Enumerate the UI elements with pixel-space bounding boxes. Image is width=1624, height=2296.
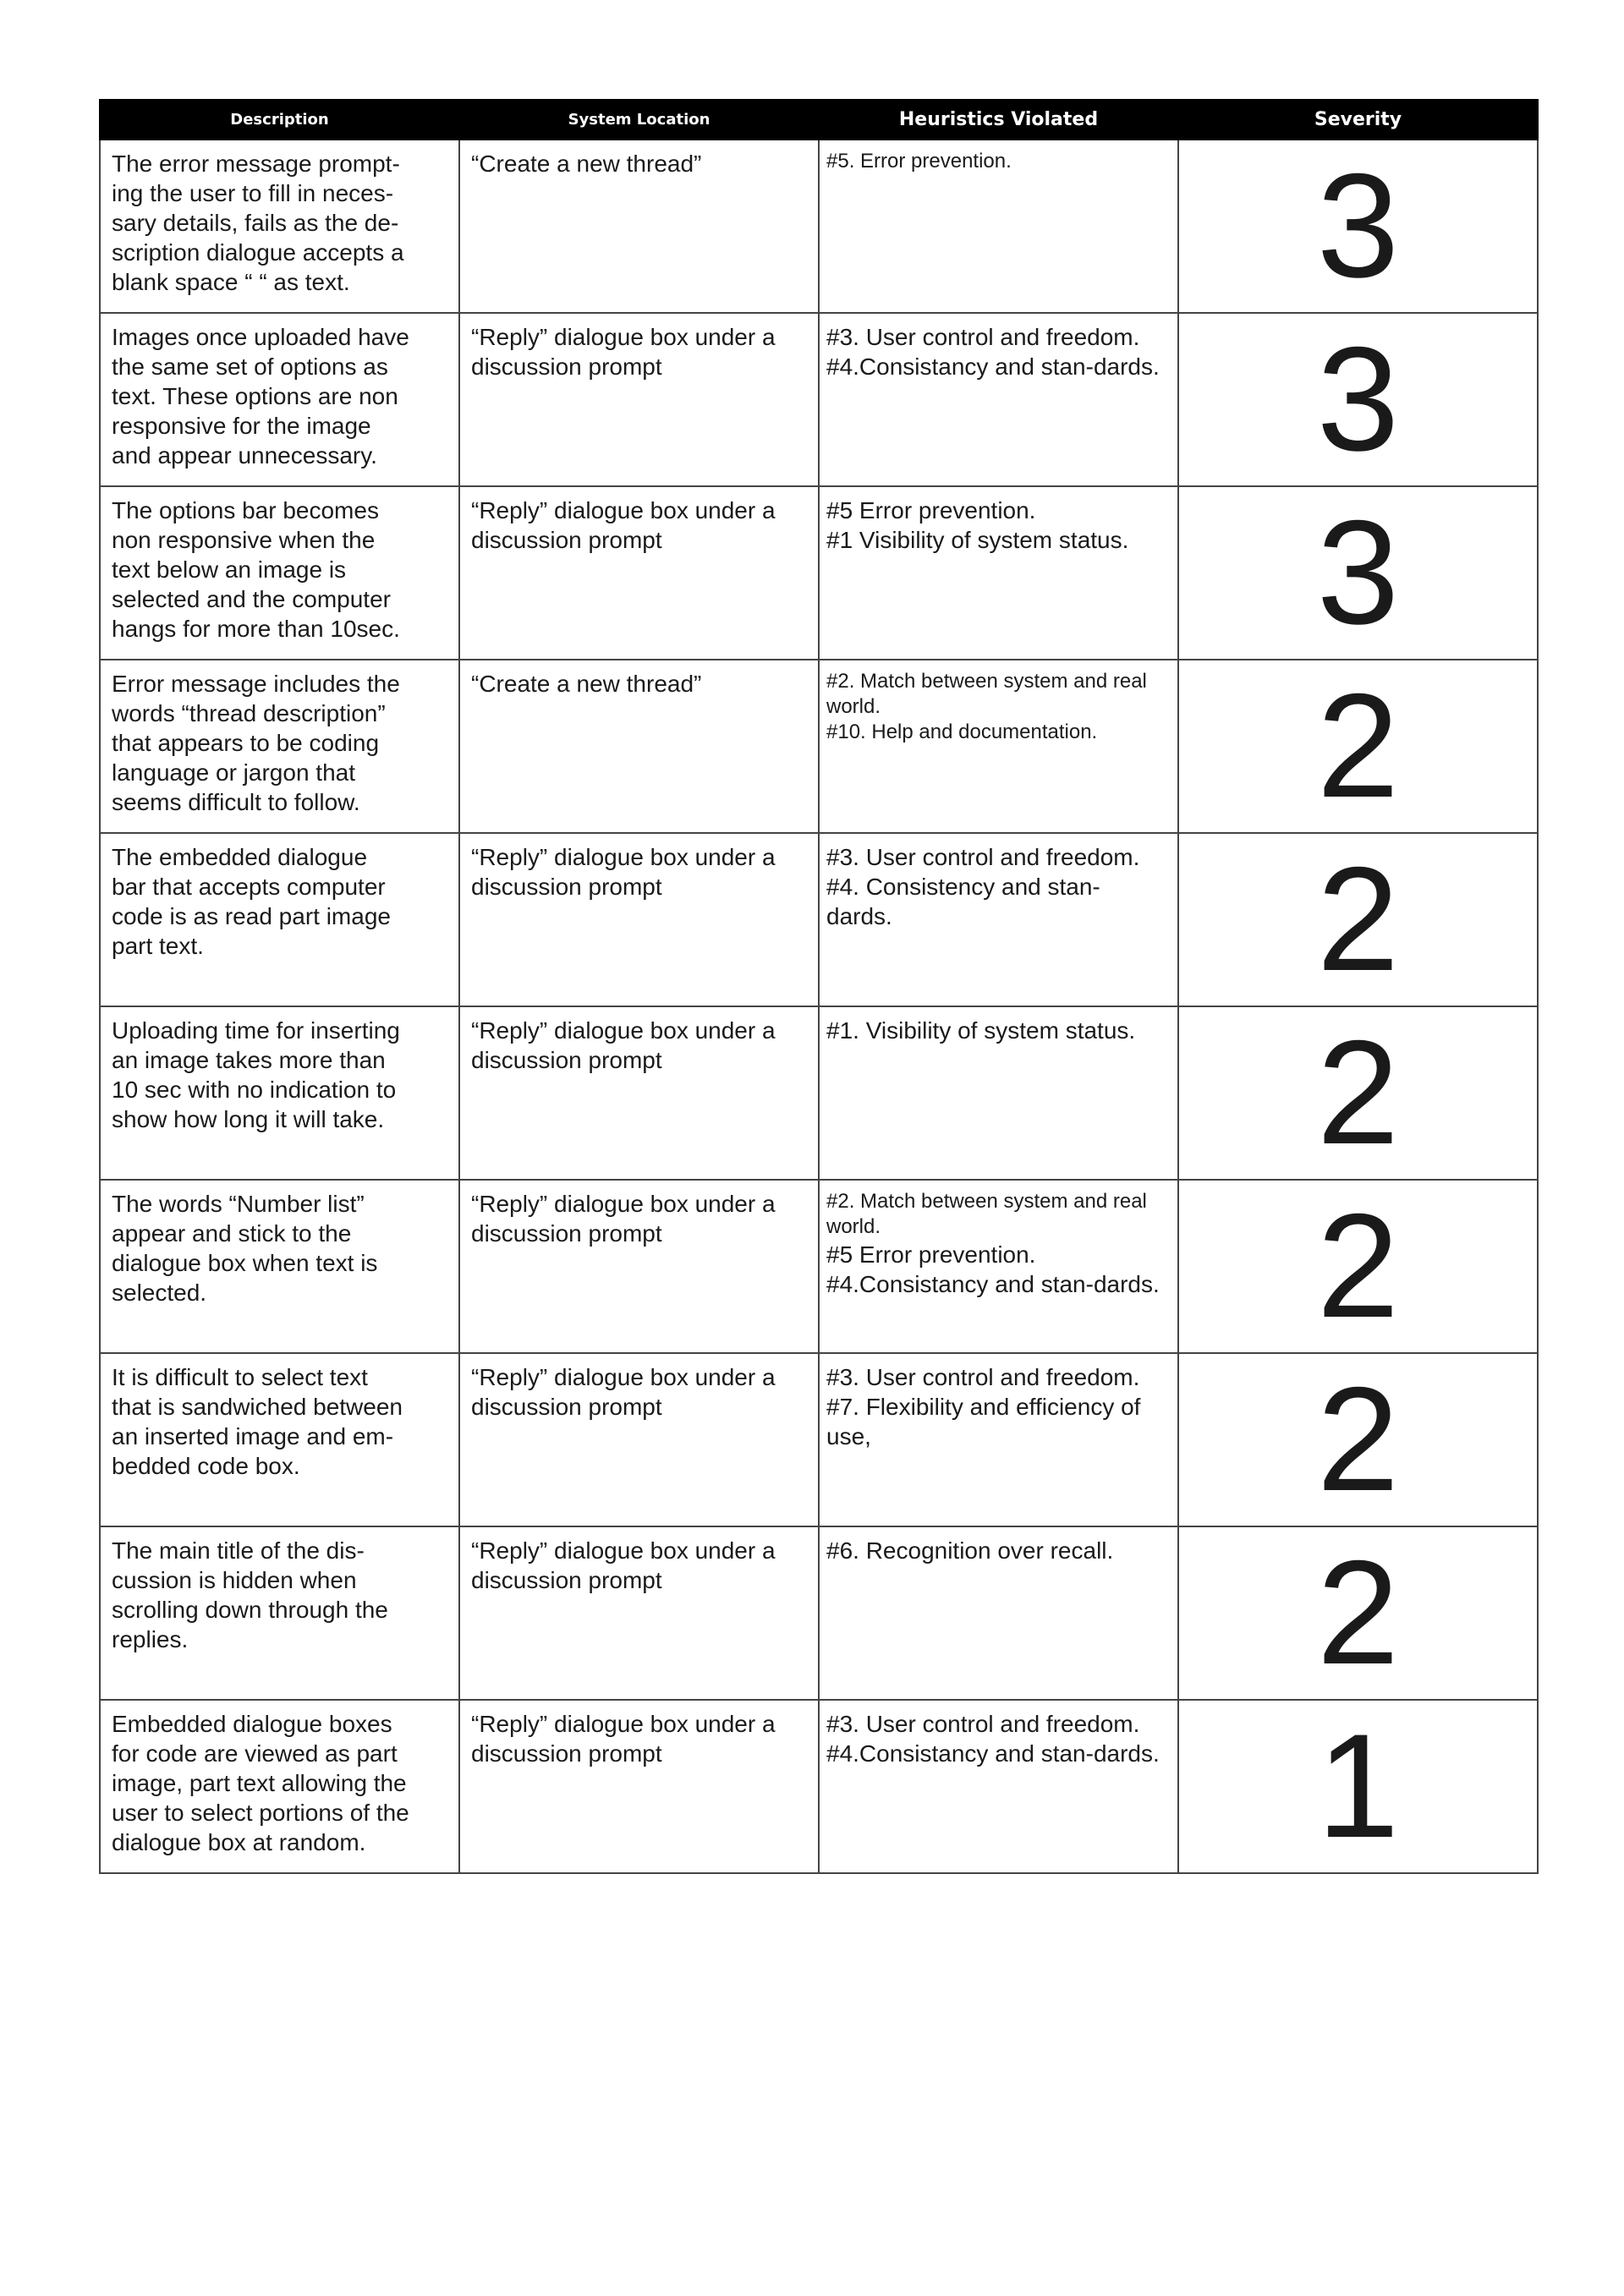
severity-rating: 2 bbox=[1178, 1180, 1538, 1353]
issue-description: The words “Number list” appear and stick to the dialogue box when text is selected. bbox=[100, 1180, 459, 1353]
heuristics-violated bbox=[819, 140, 1178, 313]
issue-description: Images once uploaded have the same set of options as text. These options are non responsive for the image and appear unnecessary. bbox=[100, 313, 459, 486]
heuristic-item: #5 Error prevention. bbox=[826, 497, 1036, 523]
heuristic-item: #1. Visibility of system status. bbox=[826, 1017, 1136, 1044]
table-row bbox=[100, 660, 1538, 833]
heuristic-item: #3. User control and freedom. bbox=[826, 324, 1140, 350]
heuristic-item: #10. Help and documentation. bbox=[826, 721, 1098, 743]
heuristic-item: #2. Match between system and real world. bbox=[826, 1190, 1147, 1238]
issue-description: It is difficult to select text that is sandwiched between an inserted image and em- bedded code box. bbox=[100, 1353, 459, 1526]
system-location: “Create a new thread” bbox=[459, 140, 819, 313]
heuristic-item: #3. User control and freedom. bbox=[826, 844, 1140, 870]
system-location: “Reply” dialogue box under a discussion prompt bbox=[459, 1006, 819, 1180]
system-location: “Reply” dialogue box under a discussion prompt bbox=[459, 833, 819, 1006]
table-row bbox=[100, 1700, 1538, 1873]
system-location: “Create a new thread” bbox=[459, 660, 819, 833]
issue-description: Uploading time for inserting an image takes more than 10 sec with no indication to show how long it will take. bbox=[100, 1006, 459, 1180]
heuristic-item: #4.Consistancy and stan-dards. bbox=[826, 1740, 1160, 1767]
severity-rating: 3 bbox=[1178, 486, 1538, 660]
heuristic-item: #6. Recognition over recall. bbox=[826, 1537, 1114, 1564]
severity-rating: 2 bbox=[1178, 1006, 1538, 1180]
heuristics-violated bbox=[819, 1526, 1178, 1700]
heuristics-violated bbox=[819, 486, 1178, 660]
heuristics-violated bbox=[819, 833, 1178, 1006]
issue-description: The error message prompt- ing the user to fill in neces- sary details, fails as the de- scription dialogue accepts a blank space “ “ as text. bbox=[100, 140, 459, 313]
header-description: Description bbox=[100, 100, 459, 140]
heuristics-violated bbox=[819, 1180, 1178, 1353]
heuristic-item: #4.Consistancy and stan-dards. bbox=[826, 353, 1160, 380]
table-body bbox=[100, 140, 1538, 1873]
system-location: “Reply” dialogue box under a discussion prompt bbox=[459, 313, 819, 486]
header-heuristics-violated: Heuristics Violated bbox=[819, 100, 1178, 140]
heuristic-item: #4. Consistency and stan-dards. bbox=[826, 874, 1100, 929]
issue-description: The options bar becomes non responsive when the text below an image is selected and the computer hangs for more than 10sec. bbox=[100, 486, 459, 660]
heuristics-violated bbox=[819, 1700, 1178, 1873]
table-row bbox=[100, 1526, 1538, 1700]
table-row bbox=[100, 1353, 1538, 1526]
header-row bbox=[100, 100, 1538, 140]
heuristic-item: #2. Match between system and real world. bbox=[826, 670, 1147, 718]
heuristic-item: #5. Error prevention. bbox=[826, 150, 1012, 173]
system-location: “Reply” dialogue box under a discussion prompt bbox=[459, 486, 819, 660]
heuristic-item: #1 Visibility of system status. bbox=[826, 527, 1129, 553]
severity-rating: 2 bbox=[1178, 1353, 1538, 1526]
header-severity: Severity bbox=[1178, 100, 1538, 140]
heuristics-violated bbox=[819, 1006, 1178, 1180]
heuristic-item: #5 Error prevention. bbox=[826, 1241, 1036, 1268]
severity-rating: 3 bbox=[1178, 313, 1538, 486]
severity-rating: 2 bbox=[1178, 660, 1538, 833]
heuristics-violated bbox=[819, 1353, 1178, 1526]
heuristic-item: #7. Flexibility and efficiency of use, bbox=[826, 1394, 1141, 1449]
heuristics-violated bbox=[819, 313, 1178, 486]
issue-description: The embedded dialogue bar that accepts computer code is as read part image part text. bbox=[100, 833, 459, 1006]
issue-description: Error message includes the words “thread description” that appears to be coding language or jargon that seems difficult to follow. bbox=[100, 660, 459, 833]
header-system-location: System Location bbox=[459, 100, 819, 140]
table-row bbox=[100, 1006, 1538, 1180]
system-location: “Reply” dialogue box under a discussion prompt bbox=[459, 1700, 819, 1873]
issue-description: Embedded dialogue boxes for code are viewed as part image, part text allowing the user to select portions of the dialogue box at random. bbox=[100, 1700, 459, 1873]
severity-rating: 2 bbox=[1178, 1526, 1538, 1700]
heuristic-item: #3. User control and freedom. bbox=[826, 1711, 1140, 1737]
severity-rating: 3 bbox=[1178, 140, 1538, 313]
table-row bbox=[100, 486, 1538, 660]
table-row bbox=[100, 140, 1538, 313]
table-row bbox=[100, 1180, 1538, 1353]
heuristics-violated bbox=[819, 660, 1178, 833]
issue-description: The main title of the dis- cussion is hidden when scrolling down through the replies. bbox=[100, 1526, 459, 1700]
heuristic-item: #3. User control and freedom. bbox=[826, 1364, 1140, 1390]
system-location: “Reply” dialogue box under a discussion prompt bbox=[459, 1180, 819, 1353]
heuristic-item: #4.Consistancy and stan-dards. bbox=[826, 1271, 1160, 1297]
severity-rating: 2 bbox=[1178, 833, 1538, 1006]
system-location: “Reply” dialogue box under a discussion prompt bbox=[459, 1353, 819, 1526]
system-location: “Reply” dialogue box under a discussion prompt bbox=[459, 1526, 819, 1700]
heuristic-evaluation-table bbox=[99, 99, 1539, 1874]
table-row bbox=[100, 313, 1538, 486]
table-row bbox=[100, 833, 1538, 1006]
table-header bbox=[100, 100, 1538, 140]
severity-rating: 1 bbox=[1178, 1700, 1538, 1873]
